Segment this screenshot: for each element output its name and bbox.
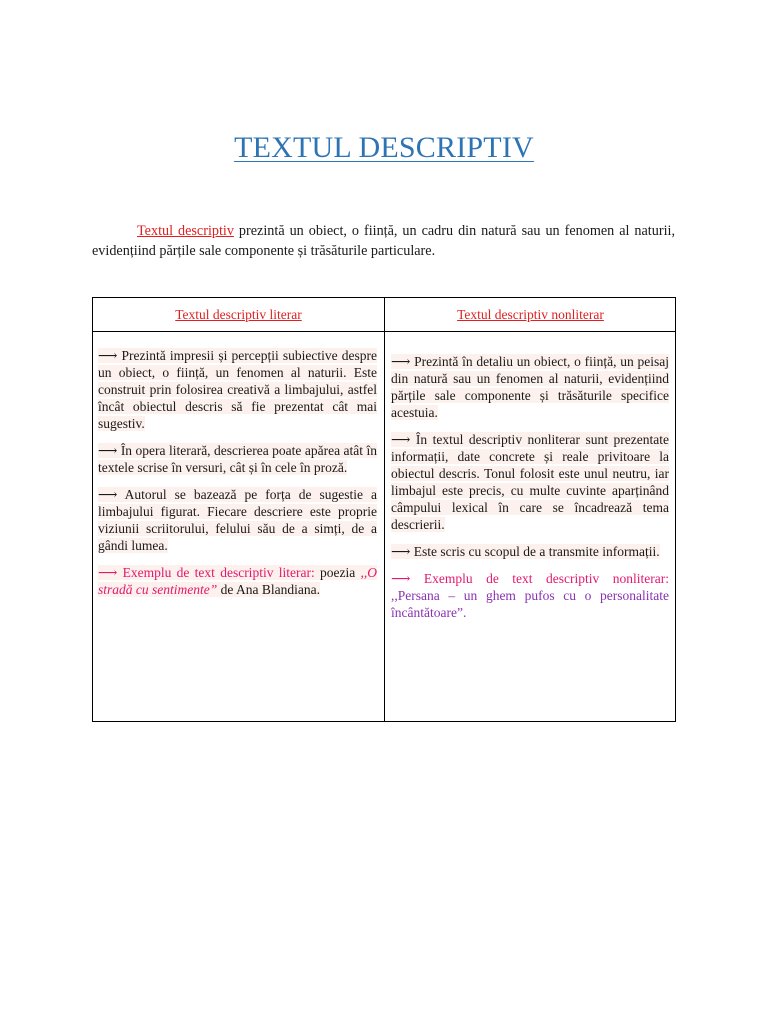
nonliterar-example [391, 570, 669, 621]
literar-point-3-text: ⟶ Autorul se bazează pe forța de sugestie a limbajului figurat. Fiecare descriere este proprie viziunii scriitorului, felului său de a simți, de a gândi lumea. [98, 487, 377, 553]
nonliterar-point-3-text: ⟶ Este scris cu scopul de a transmite informații. [391, 544, 660, 559]
nonliterar-example-text: ,,Persana – un ghem pufos cu o personalitate încântătoare”. [391, 588, 669, 620]
intro-term: Textul descriptiv [137, 223, 234, 239]
nonliterar-point-1 [391, 353, 669, 421]
cell-nonliterar [391, 353, 669, 631]
table-divider-vertical [384, 298, 385, 721]
nonliterar-example-label: ⟶ Exemplu de text descriptiv nonliterar: [391, 571, 669, 586]
literar-point-1 [98, 347, 377, 432]
nonliterar-point-1-text: ⟶ Prezintă în detaliu un obiect, o ființă, un peisaj din natură sau un fenomen al naturii, evidențiind părțile sale componente și trăsăturile specifice acestuia. [391, 354, 669, 420]
page-title: TEXTUL DESCRIPTIV [234, 131, 534, 164]
comparison-table [92, 297, 676, 722]
table-divider-horizontal [93, 331, 675, 332]
cell-literar [98, 347, 377, 608]
intro-paragraph [92, 221, 675, 261]
literar-example-title: ,,O stradă cu sentimente” [98, 565, 377, 597]
literar-point-2 [98, 442, 377, 476]
intro-text: prezintă un obiect, o ființă, un cadru din natură sau un fenomen al naturii, evidențiind părțile sale componente și trăsăturile particulare. [92, 223, 675, 259]
literar-point-2-text: ⟶ În opera literară, descrierea poate apărea atât în textele scrise în versuri, cât și în cele în proză. [98, 443, 377, 475]
header-nonliterar: Textul descriptiv nonliterar [457, 306, 604, 322]
literar-example-pre: poezia [314, 565, 361, 580]
header-literar: Textul descriptiv literar [175, 306, 302, 322]
nonliterar-point-2 [391, 431, 669, 533]
literar-example-post: de Ana Blandiana. [217, 582, 320, 597]
literar-example-label: ⟶ Exemplu de text descriptiv literar: [98, 565, 315, 580]
literar-point-3 [98, 486, 377, 554]
nonliterar-point-3 [391, 543, 669, 560]
nonliterar-point-2-text: ⟶ În textul descriptiv nonliterar sunt prezentate informații, date concrete și reale privitoare la obiectul descris. Tonul folosit este unul neutru, iar limbajul este precis, cu multe cuvinte aparținând câmpului lexical în care se încadrează tema descrierii. [391, 432, 669, 532]
literar-point-1-text: ⟶ Prezintă impresii și percepții subiective despre un obiect, o ființă, un fenomen al naturii. Este construit prin folosirea creativă a limbajului, astfel încât obiectul descris să fie prezentat cât mai sugestiv. [98, 348, 377, 431]
literar-example [98, 564, 377, 598]
